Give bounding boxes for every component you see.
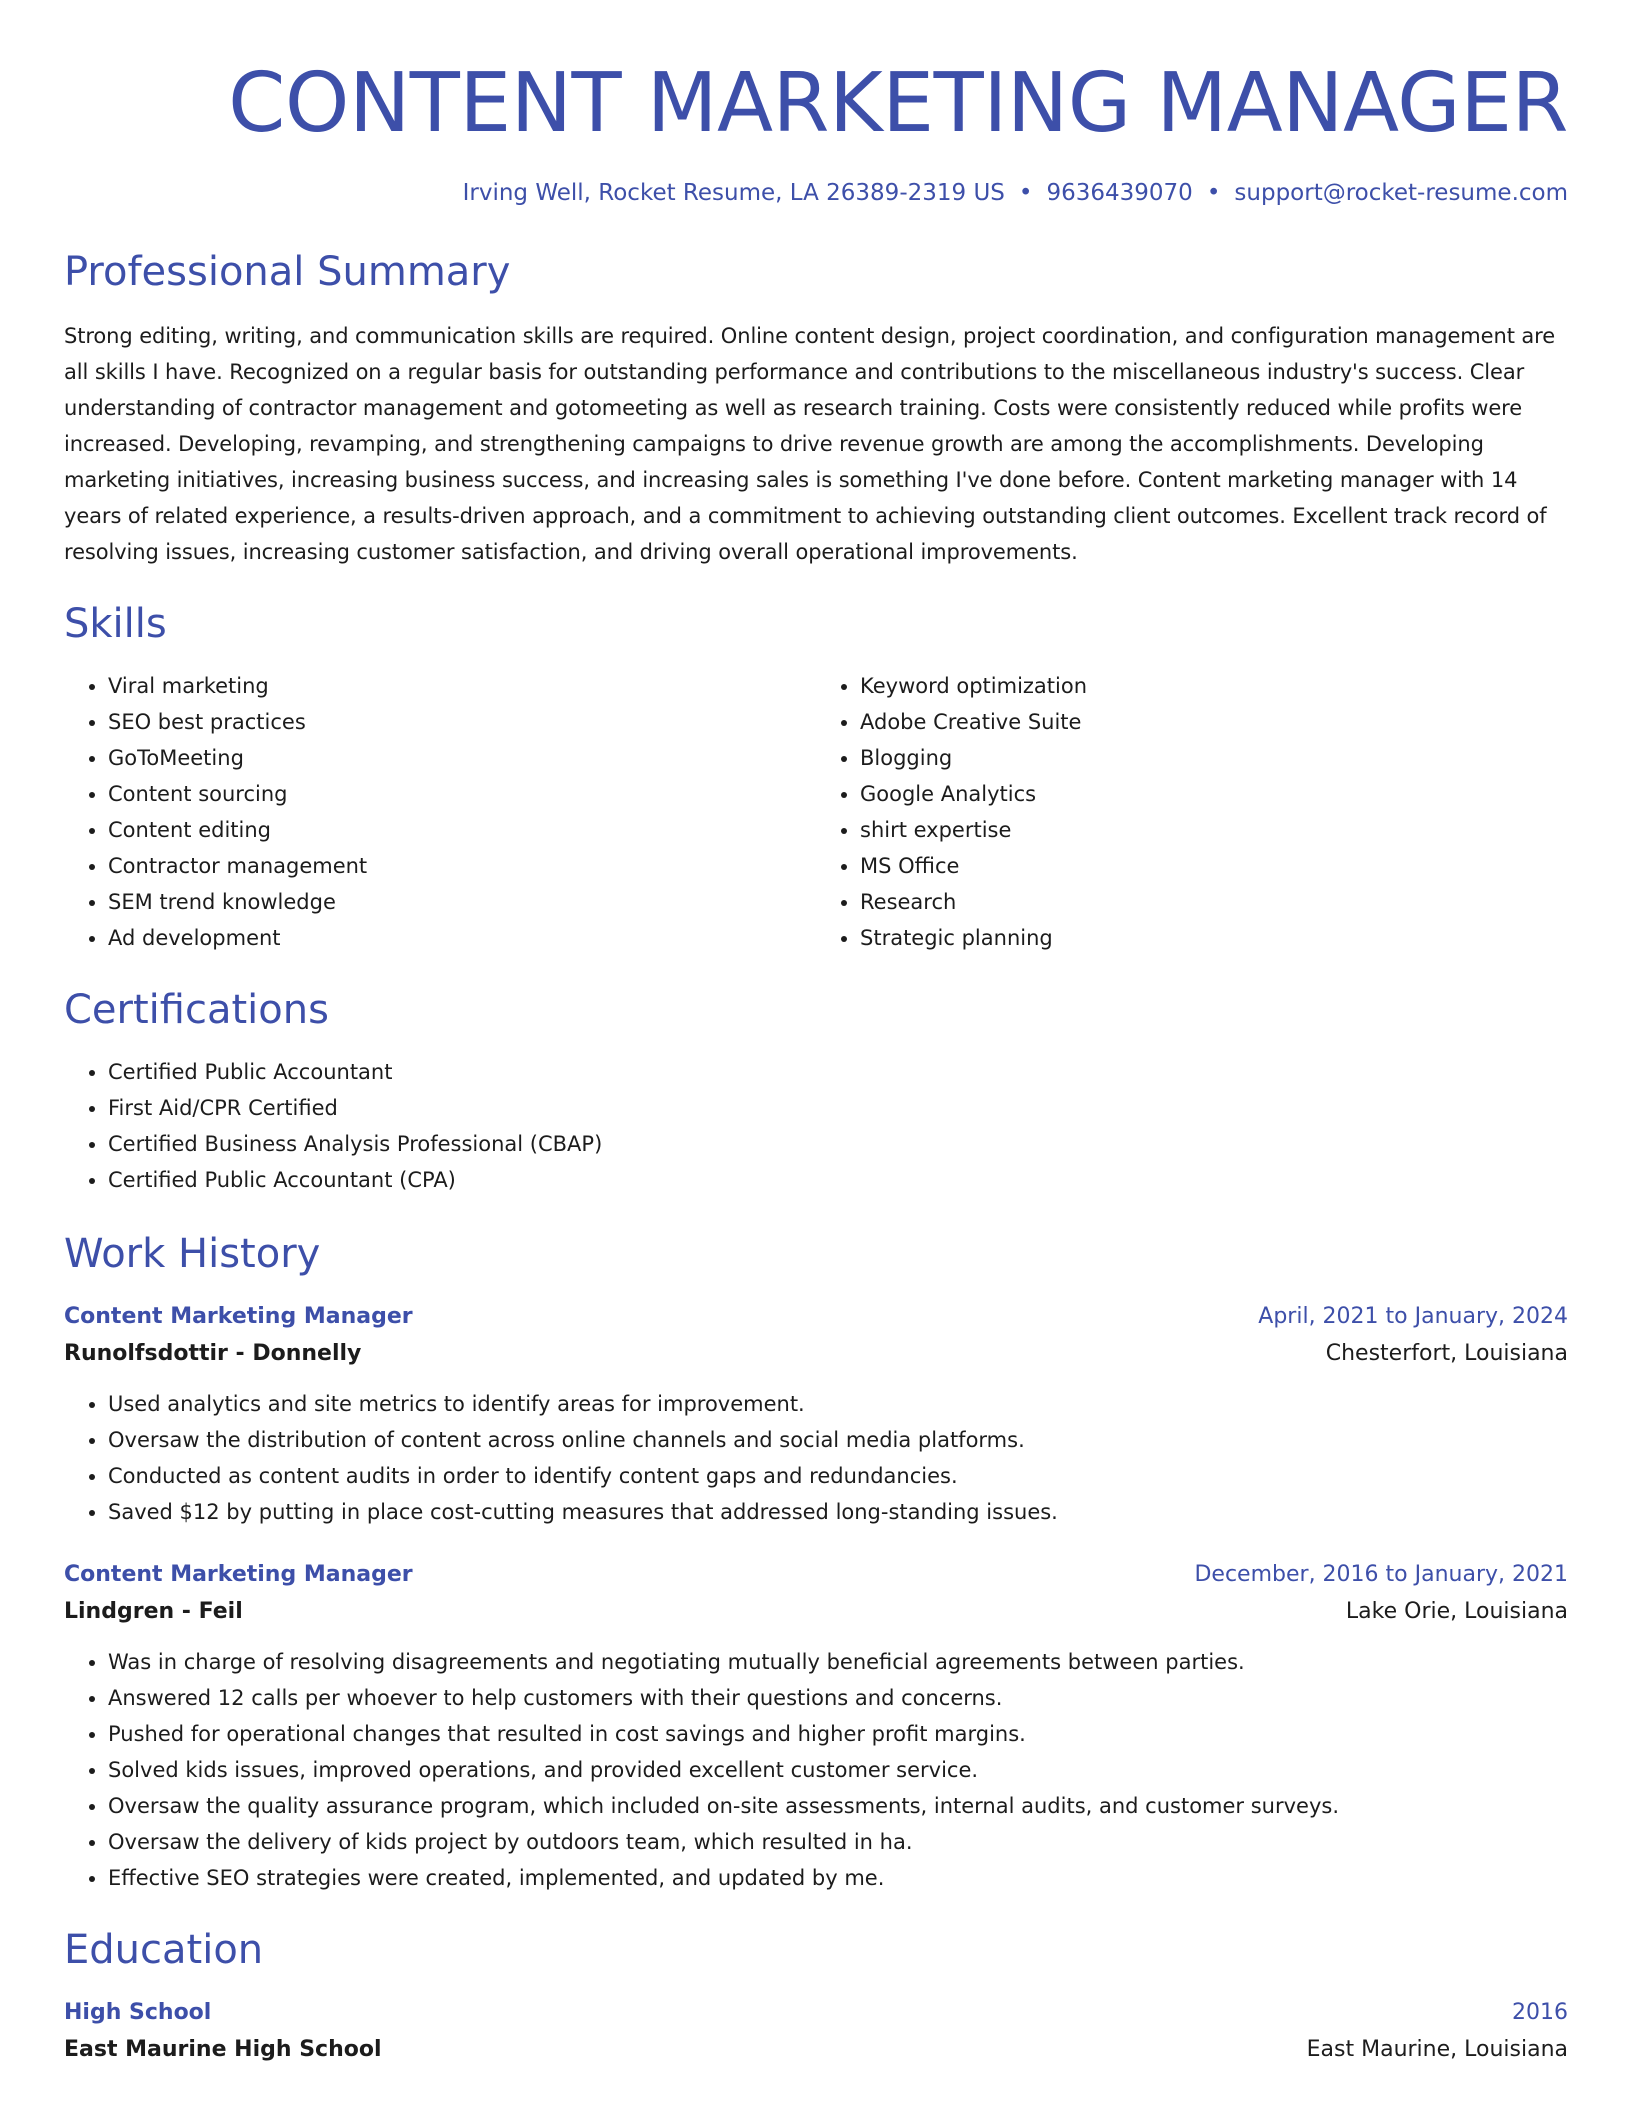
skill-item: • Content sourcing (108, 776, 816, 812)
job-location: Chesterfort, Louisiana (1325, 1341, 1568, 1366)
education-location: East Maurine, Louisiana (1306, 2037, 1568, 2062)
job-employer-row (64, 1592, 1568, 1632)
skill-item: • Adobe Creative Suite (860, 704, 1568, 740)
education-degree: High School (64, 2000, 212, 2025)
skills-heading: Skills (64, 601, 167, 647)
job-bullet: • Conducted as content audits in order to identify content gaps and redundancies. (108, 1458, 1568, 1494)
skills-column-right (816, 668, 1568, 956)
job-bullet: • Solved kids issues, improved operations, and provided excellent customer service. (108, 1752, 1568, 1788)
job-title: Content Marketing Manager (64, 1304, 413, 1329)
job-employer-row (64, 1334, 1568, 1374)
work-history-heading: Work History (64, 1231, 321, 1277)
skill-item: • Content editing (108, 812, 816, 848)
skill-item: • GoToMeeting (108, 740, 816, 776)
contact-separator: • (1018, 180, 1033, 206)
job-bullet: • Oversaw the quality assurance program, which included on-site assessments, internal audits, and customer surveys. (108, 1788, 1568, 1824)
job-employer: Runolfsdottir - Donnelly (64, 1341, 362, 1366)
skill-item: • SEM trend knowledge (108, 884, 816, 920)
education-school: East Maurine High School (64, 2037, 382, 2062)
contact-email[interactable]: support@rocket-resume.com (1234, 180, 1568, 206)
skill-item: • Research (860, 884, 1568, 920)
certification-item: • Certified Public Accountant (108, 1054, 1568, 1090)
job-dates: April, 2021 to January, 2024 (1258, 1304, 1568, 1329)
job-bullet: • Used analytics and site metrics to identify areas for improvement. (108, 1386, 1568, 1422)
job-location: Lake Orie, Louisiana (1345, 1599, 1568, 1624)
certification-item: • Certified Public Accountant (CPA) (108, 1162, 1568, 1198)
resume-title: CONTENT MARKETING MANAGER (228, 56, 1568, 151)
certification-item: • Certified Business Analysis Professional (CBAP) (108, 1126, 1568, 1162)
job-title: Content Marketing Manager (64, 1562, 413, 1587)
certification-item: • First Aid/CPR Certified (108, 1090, 1568, 1126)
certifications-heading: Certifications (64, 987, 329, 1033)
education-entry (64, 1996, 1568, 2070)
education-degree-row (64, 1996, 1568, 2030)
skill-item: • Ad development (108, 920, 816, 956)
job-bullet: • Effective SEO strategies were created, implemented, and updated by me. (108, 1860, 1568, 1896)
job-entry (64, 1558, 1568, 1896)
skills-column-left (64, 668, 816, 956)
job-title-row (64, 1558, 1568, 1592)
education-year: 2016 (1512, 2000, 1568, 2025)
job-bullet: • Saved $12 by putting in place cost-cutting measures that addressed long-standing issues. (108, 1494, 1568, 1530)
skill-item: • Keyword optimization (860, 668, 1568, 704)
skill-item: • shirt expertise (860, 812, 1568, 848)
job-bullet: • Pushed for operational changes that resulted in cost savings and higher profit margins. (108, 1716, 1568, 1752)
contact-line (64, 178, 1568, 208)
job-bullet: • Oversaw the delivery of kids project by outdoors team, which resulted in ha. (108, 1824, 1568, 1860)
contact-address: Irving Well, Rocket Resume, LA 26389-2319 US (462, 180, 1005, 206)
contact-separator: • (1206, 180, 1221, 206)
skill-item: • MS Office (860, 848, 1568, 884)
job-dates: December, 2016 to January, 2021 (1194, 1562, 1568, 1587)
skill-item: • Contractor management (108, 848, 816, 884)
summary-heading: Professional Summary (64, 249, 511, 295)
skill-item: • Strategic planning (860, 920, 1568, 956)
job-bullets (64, 1644, 1568, 1896)
skill-item: • Viral marketing (108, 668, 816, 704)
skills-list (64, 668, 1568, 956)
job-bullets (64, 1386, 1568, 1530)
summary-text: Strong editing, writing, and communication skills are required. Online content design, project coordination, and configuration management are all skills I have. Recognized on a regular basis for outstanding performance and contributions to the miscellaneous industry's success. Clear understanding of contractor management and gotomeeting as well as research training. Costs were consistently reduced while profits were increased. Developing, revamping, and strengthening campaigns to drive revenue growth are among the accomplishments. Developing marketing initiatives, increasing business success, and increasing sales is something I've done before. Content marketing manager with 14 years of related experience, a results-driven approach, and a commitment to achieving outstanding client outcomes. Excellent track record of resolving issues, increasing customer satisfaction, and driving overall operational improvements. (64, 324, 1556, 564)
education-school-row (64, 2030, 1568, 2070)
skill-item: • Blogging (860, 740, 1568, 776)
contact-phone: 9636439070 (1046, 180, 1193, 206)
job-bullet: • Answered 12 calls per whoever to help customers with their questions and concerns. (108, 1680, 1568, 1716)
job-employer: Lindgren - Feil (64, 1599, 243, 1624)
skill-item: • Google Analytics (860, 776, 1568, 812)
job-entry (64, 1300, 1568, 1530)
certifications-list (64, 1054, 1568, 1198)
job-title-row (64, 1300, 1568, 1334)
education-heading: Education (64, 1927, 264, 1973)
resume-page (64, 0, 1568, 2070)
job-bullet: • Oversaw the distribution of content across online channels and social media platforms. (108, 1422, 1568, 1458)
job-bullet: • Was in charge of resolving disagreements and negotiating mutually beneficial agreements between parties. (108, 1644, 1568, 1680)
skill-item: • SEO best practices (108, 704, 816, 740)
